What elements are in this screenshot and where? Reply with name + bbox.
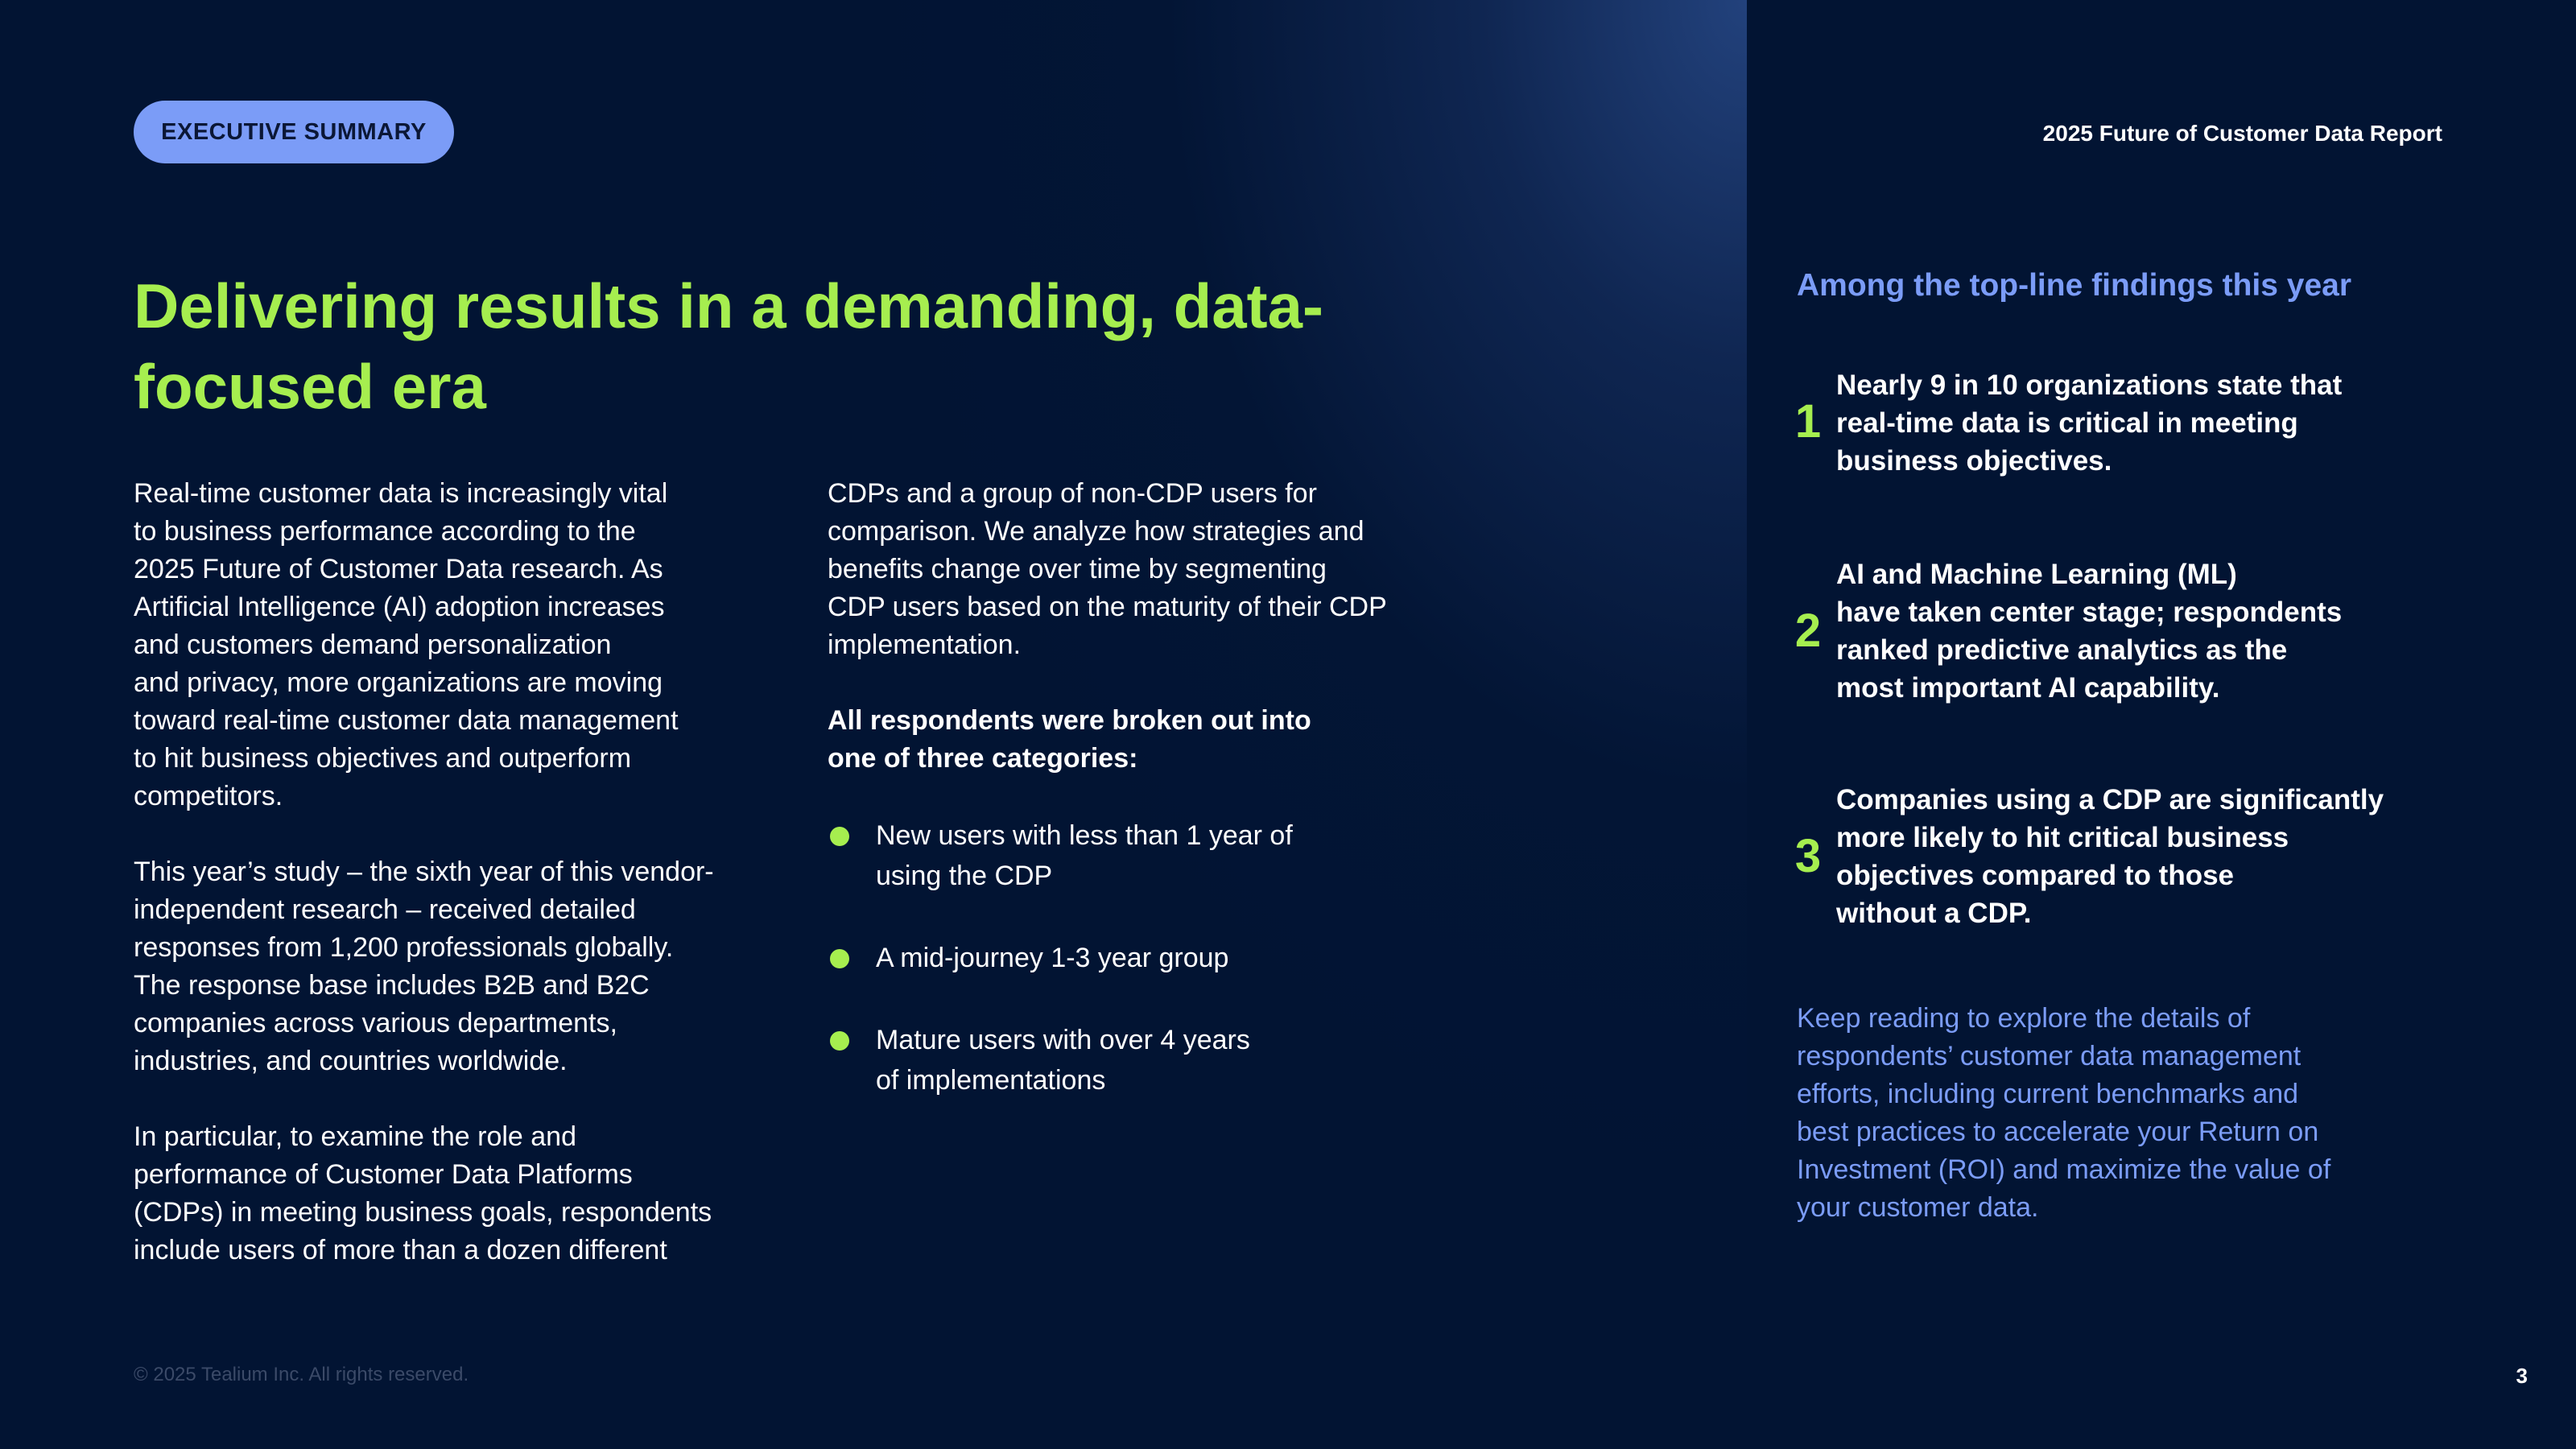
list-item: [828, 815, 1455, 896]
finding-text: AI and Machine Learning (ML) have taken center stage; respondents ranked predictive analytics as the most important AI capability.: [1836, 559, 2343, 704]
list-item-text: A mid-journey 1-3 year group: [876, 943, 1229, 973]
bullet-dot-icon: [830, 949, 849, 968]
finding-number: 2: [1794, 605, 1822, 657]
list-item-text: Mature users with over 4 years of implementations: [876, 1025, 1250, 1096]
bullet-dot-icon: [830, 827, 849, 846]
list-item: [828, 1020, 1455, 1100]
body-column-right: [828, 475, 1455, 1142]
finding-number: 1: [1794, 395, 1822, 448]
right-panel: [1747, 0, 2576, 1449]
bullet-dot-icon: [830, 1031, 849, 1051]
page-number: 3: [2516, 1364, 2528, 1388]
body-paragraph: In particular, to examine the role and performance of Customer Data Platforms (CDPs) in meeting business goals, respondents include users of more than a dozen different: [134, 1121, 712, 1265]
page-headline: Delivering results in a demanding, data-focused era: [134, 270, 1324, 422]
section-badge: EXECUTIVE SUMMARY: [134, 101, 454, 163]
finding-text: Nearly 9 in 10 organizations state that real-time data is critical in meeting business objectives.: [1836, 369, 2343, 477]
body-paragraph: CDPs and a group of non-CDP users for comparison. We analyze how strategies and benefits change over time by segmenting CDP users based on the maturity of their CDP implementation.: [828, 478, 1387, 660]
copyright-notice: © 2025 Tealium Inc. All rights reserved.: [134, 1364, 469, 1385]
finding-text: Companies using a CDP are significantly more likely to hit critical business objectives compared to those without a CDP.: [1836, 784, 2384, 929]
findings-heading: Among the top-line findings this year: [1797, 268, 2352, 303]
categories-heading: All respondents were broken out into one of three categories:: [828, 705, 1311, 774]
body-paragraph: This year’s study – the sixth year of this vendor- independent research – received detailed responses from 1,200 professionals globally. The response base includes B2B and B2C companies across various departments, industries, and countries worldwide.: [134, 857, 714, 1076]
closing-paragraph: Keep reading to explore the details of respondents’ customer data management efforts, including current benchmarks and best practices to accelerate your Return on Investment (ROI) and maximize the value of your customer data.: [1797, 1003, 2331, 1223]
body-column-left: [134, 475, 762, 1307]
report-title: 2025 Future of Customer Data Report: [2042, 121, 2442, 146]
body-paragraph: Real-time customer data is increasingly vital to business performance according to the 2025 Future of Customer Data research. As Artificial Intelligence (AI) adoption increases and customers demand personalization and privacy, more organizations are moving toward real-time customer data management to hit business objectives and outperform competitors.: [134, 478, 679, 811]
list-item-text: New users with less than 1 year of using the CDP: [876, 820, 1293, 891]
category-list: [828, 815, 1455, 1100]
list-item: [828, 938, 1455, 978]
finding-number: 3: [1794, 830, 1822, 882]
